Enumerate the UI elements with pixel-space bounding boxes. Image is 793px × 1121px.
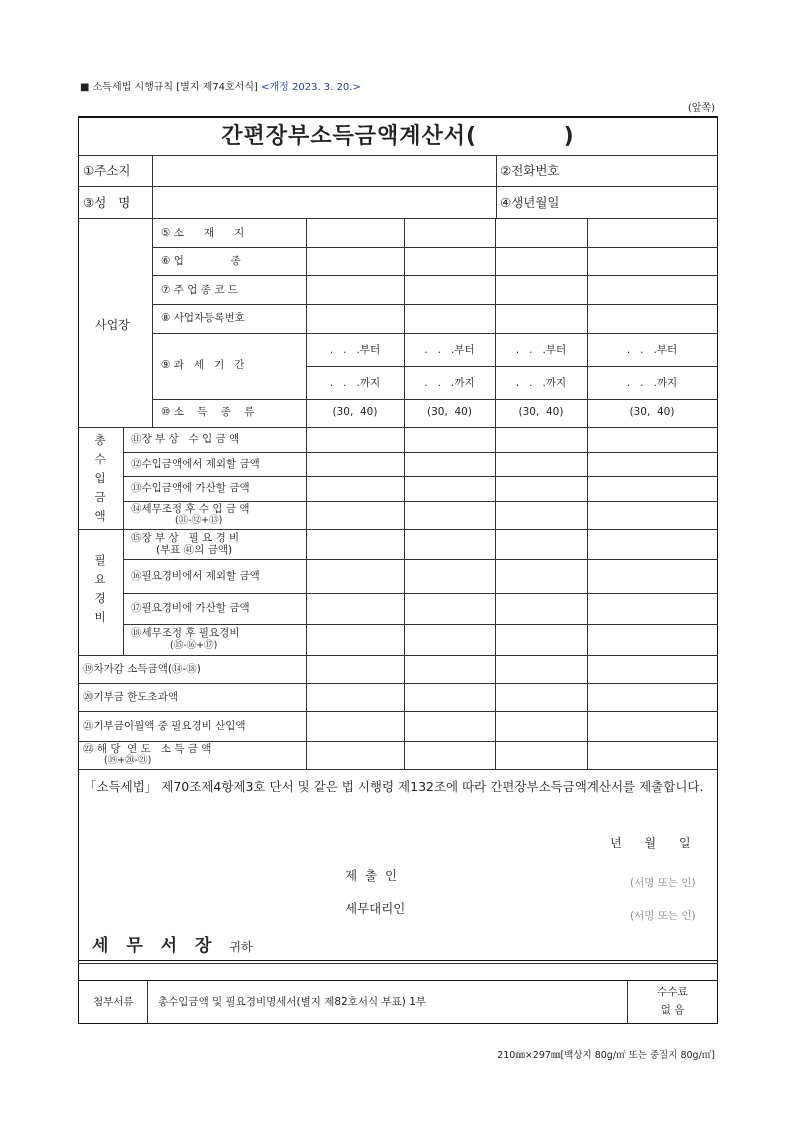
- row-21-label: ㉑기부금이월액 중 필요경비 산입액: [83, 720, 246, 732]
- declaration-text: 「소득세법」 제70조제4항제3호 단서 및 같은 법 시행령 제132조에 따라 간편장부소득금액계산서를 제출합니다.: [84, 779, 704, 794]
- expense-group-label: 필 요 경 비: [94, 553, 106, 624]
- income-code-1[interactable]: (30, 40): [332, 406, 378, 418]
- row-16-label: ⑯필요경비에서 제외할 금액: [131, 570, 260, 582]
- birth-label: ④생년월일: [500, 195, 560, 210]
- period-to-2[interactable]: . . .까지: [424, 377, 475, 389]
- income-code-4[interactable]: (30, 40): [629, 406, 675, 418]
- agent-label: 세무대리인: [345, 901, 406, 916]
- row-13-label: ⑬수입금액에 가산할 금액: [131, 482, 250, 494]
- row-22-label: ㉒ 해 당 연 도 소 득 금 액: [83, 743, 212, 755]
- page-side-label: (앞쪽): [687, 103, 715, 114]
- business-group-label: 사업장: [95, 318, 130, 332]
- regulation-text: ■ 소득세법 시행규칙 [별지 제74호서식]: [80, 82, 258, 93]
- fee-value: 없 음: [660, 1004, 685, 1016]
- row-17-label: ⑰필요경비에 가산할 금액: [131, 602, 250, 614]
- phone-label: ②전화번호: [500, 163, 560, 178]
- row-11-label: ⑪장 부 상 수 입 금 액: [131, 433, 240, 445]
- tax-period-label: ⑨ 과 세 기 간: [161, 359, 245, 371]
- row-14-formula: (⑪-⑫+⑬): [175, 515, 223, 526]
- tax-office-addressee: [92, 931, 253, 956]
- row-22-formula: (⑲+⑳-㉑): [104, 755, 152, 766]
- addressee-suffix: 귀하: [229, 940, 253, 954]
- regulation-header: [80, 78, 361, 93]
- submitter-label: 제 출 인: [345, 868, 398, 883]
- period-to-3[interactable]: . . .까지: [515, 377, 567, 389]
- attachments-label: 첨부서류: [93, 996, 134, 1008]
- revenue-group-label: 총 수 입 금 액: [94, 433, 106, 523]
- phone-field[interactable]: [586, 156, 716, 186]
- row-14-label: ⑭세무조정 후 수 입 금 액: [131, 503, 250, 515]
- period-from-3[interactable]: . . .부터: [515, 344, 567, 356]
- main-code-label: ⑦ 주 업 종 코 드: [161, 284, 238, 296]
- name-label: ③성 명: [83, 195, 131, 210]
- row-18-label: ⑱세무조정 후 필요경비: [131, 627, 240, 639]
- row-20-label: ⑳기부금 한도초과액: [83, 691, 178, 703]
- period-from-4[interactable]: . . .부터: [626, 344, 678, 356]
- row-15-label: ⑮장 부 상 필 요 경 비: [131, 532, 240, 544]
- paper-spec: 210㎜×297㎜[백상지 80g/㎡ 또는 중질지 80g/㎡]: [497, 1050, 715, 1061]
- period-from-1[interactable]: . . .부터: [329, 344, 381, 356]
- submitter-sign-hint[interactable]: (서명 또는 인): [630, 877, 696, 889]
- industry-label: ⑥ 업 종: [161, 255, 241, 267]
- period-to-1[interactable]: . . .까지: [329, 377, 381, 389]
- row-19-label: ⑲차가감 소득금액(⑭-⑱): [83, 663, 201, 675]
- attachments-content: 총수입금액 및 필요경비명세서(별지 제82호서식 부표) 1부: [158, 996, 427, 1008]
- birthdate-field[interactable]: [586, 187, 716, 218]
- reg-no-label: ⑧ 사업자등록번호: [161, 312, 245, 324]
- fee-label: 수수료: [657, 986, 688, 998]
- form-title: 간편장부소득금액계산서( ): [221, 124, 575, 149]
- period-to-4[interactable]: . . .까지: [626, 377, 678, 389]
- tax-office-name: 세 무 서 장: [92, 936, 218, 956]
- income-type-label: ⑩ 소 득 종 류: [161, 406, 255, 418]
- income-code-2[interactable]: (30, 40): [427, 406, 472, 418]
- row-18-formula: (⑮-⑯+⑰): [170, 640, 218, 651]
- address-label: ①주소지: [83, 163, 131, 178]
- name-field[interactable]: [153, 187, 495, 218]
- revision-date: <개정 2023. 3. 20.>: [261, 82, 361, 93]
- row-12-label: ⑫수입금액에서 제외할 금액: [131, 458, 260, 470]
- period-from-2[interactable]: . . .부터: [424, 344, 475, 356]
- row-15-note: (부표 ㊶의 금액): [156, 544, 233, 556]
- agent-sign-hint[interactable]: (서명 또는 인): [630, 910, 696, 922]
- income-code-3[interactable]: (30, 40): [518, 406, 564, 418]
- date-line[interactable]: 년 월 일: [610, 836, 691, 850]
- location-label: ⑤ 소 재 지: [161, 227, 245, 239]
- address-field[interactable]: [153, 156, 495, 186]
